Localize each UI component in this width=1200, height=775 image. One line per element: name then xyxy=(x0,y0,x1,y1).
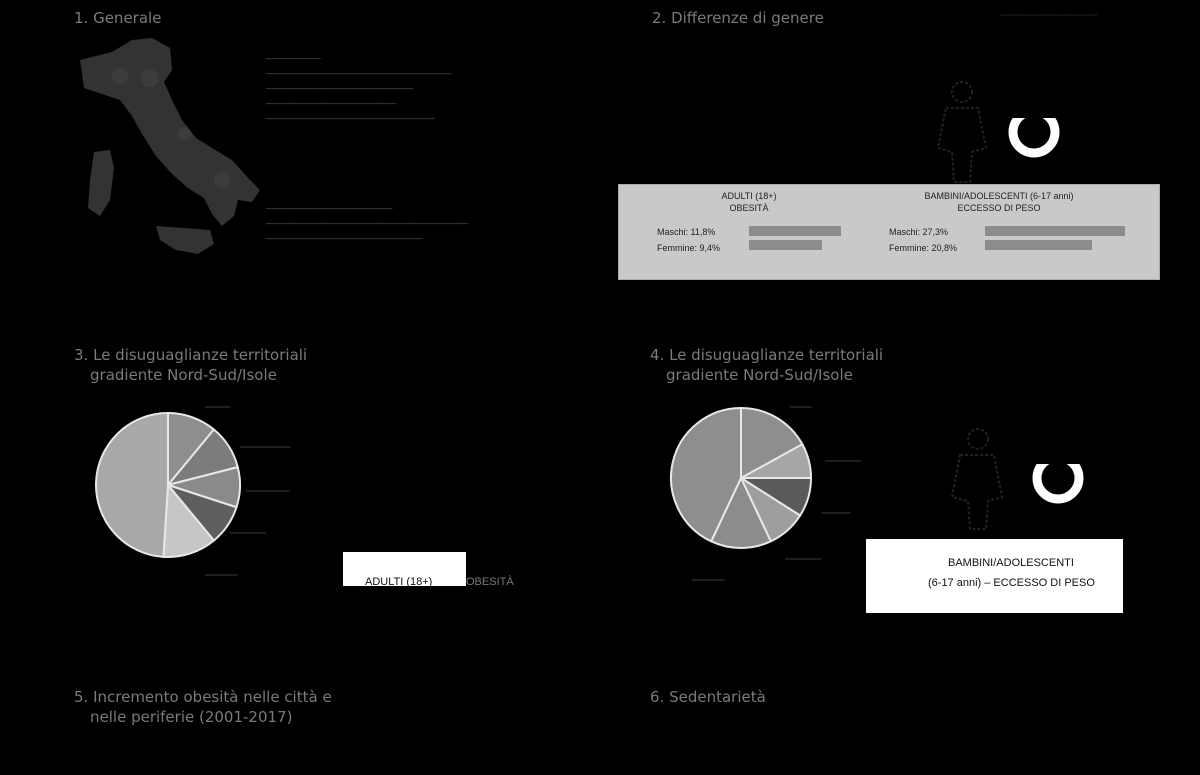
gender-differences-panel xyxy=(618,184,1160,280)
female-icon-2 xyxy=(1028,450,1088,510)
adults-female-label: Femmine: 9,4% xyxy=(657,243,721,253)
children-female-bar xyxy=(985,240,1092,250)
section-5-title: 5. Incremento obesità nelle città e nelle periferie (2001-2017) xyxy=(74,688,332,726)
adults-male-bar xyxy=(749,226,841,236)
adults-notes: ━━━━━━━━━━━━━ ━━━━━━━━━━━━━━━━━━━━━━━━━━━━━━━━━━━━━━━━━━━━ ━━━━━━━━━━━━━━━━━━━━━━━━━━━━━━━━━━━ ━━━━━━━━━━━━━━━━━━━━━━━━━━━━━━━ ━━━━━━━━━━━━━━━━━━━━━━━━━━━━━━━━━━━━━━━━ xyxy=(266,55,452,123)
section-1-title: 1. Generale xyxy=(74,9,162,27)
pie1-slice-6 xyxy=(96,413,168,557)
pie1-label-5: ━━━━━━━━━ xyxy=(205,572,238,579)
section-6-title: 6. Sedentarietà xyxy=(650,688,766,706)
pie1-label-4: ━━━━━━━━━━ xyxy=(230,530,267,537)
male-icon xyxy=(932,78,992,188)
adults-obesity-box-overflow: OBESITÀ xyxy=(466,576,514,588)
section-4-title: 4. Le disuguaglianze territoriali gradiente Nord-Sud/Isole xyxy=(650,346,884,384)
adults-female-bar xyxy=(749,240,822,250)
pie1-label-2: ━━━━━━━━━━━━━━ xyxy=(240,444,291,451)
children-male-bar xyxy=(985,226,1125,236)
pie-chart-children xyxy=(666,403,816,553)
children-notes: ━━━━━━━━━━━━━━━━━━━━━━━━━━━━━━ ━━━━━━━━━━━━━━━━━━━━━━━━━━━━━━━━━━━━━━━━━━━━━━━━ ━━━━━━━━━━━━━━━━━━━━━━━━━━━━━━━━━━━━━ xyxy=(266,205,469,243)
adults-male-label: Maschi: 11,8% xyxy=(657,227,716,237)
children-female-label: Femmine: 20,8% xyxy=(889,243,958,253)
male-icon-2 xyxy=(944,425,1004,535)
section-2-title: 2. Differenze di genere xyxy=(652,9,824,27)
adults-title: ADULTI (18+) OBESITÀ xyxy=(721,191,777,213)
pie1-label-3: ━━━━━━━━━━━━ xyxy=(246,488,290,495)
children-male-label: Maschi: 27,3% xyxy=(889,227,949,237)
female-icon xyxy=(1004,104,1064,164)
pie-chart-adults xyxy=(88,405,248,565)
pie2-label-5: ━━━━━━━━━ xyxy=(692,577,725,584)
children-overweight-box: BAMBINI/ADOLESCENTI (6-17 anni) – ECCESSO DI PESO xyxy=(866,539,1123,613)
pie2-label-2: ━━━━━━━━━━ xyxy=(825,458,862,465)
adults-obesity-box: ADULTI (18+) xyxy=(343,552,466,586)
pie2-label-4: ━━━━━━━━━━ xyxy=(785,556,822,563)
pie1-label-1: ━━━━━━━ xyxy=(205,404,231,411)
pie2-label-3: ━━━━━━━━ xyxy=(822,510,851,517)
section-3-title: 3. Le disuguaglianze territoriali gradiente Nord-Sud/Isole xyxy=(74,346,308,384)
children-title: BAMBINI/ADOLESCENTI (6-17 anni) ECCESSO DI PESO xyxy=(924,191,1074,213)
corner-note: ━━━━━━━━━━━━━━━━━━━━━━━━━━━ xyxy=(1000,12,1098,19)
italy-map-icon xyxy=(72,30,272,260)
pie2-label-1: ━━━━━━ xyxy=(790,404,812,411)
